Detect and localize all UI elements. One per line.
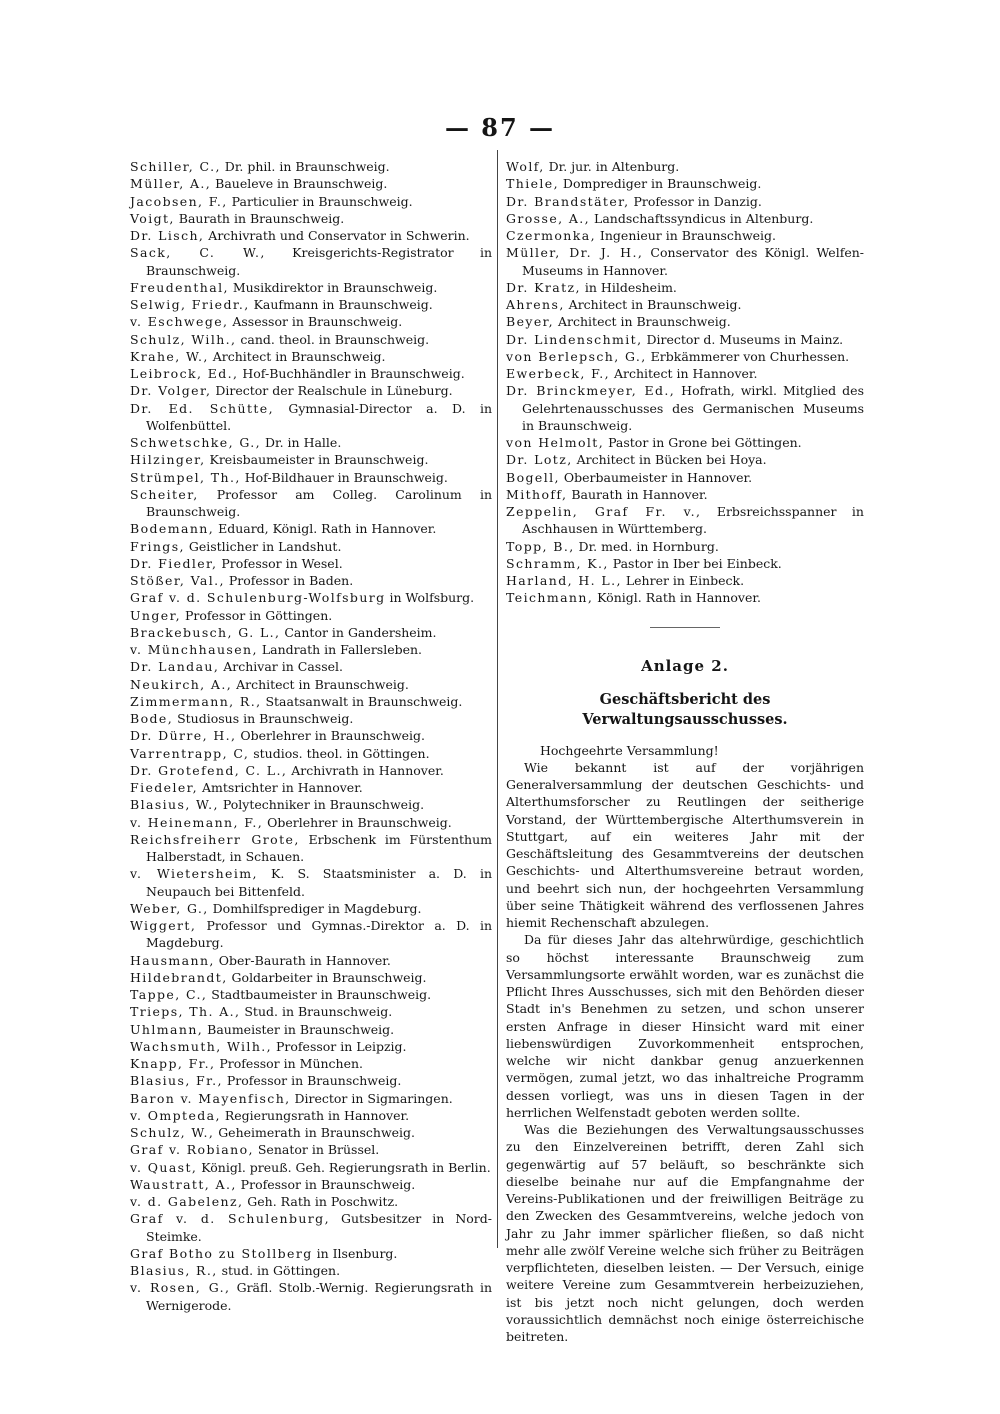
member-name: Czermonka,: [506, 228, 596, 243]
member-entry: [506, 348, 864, 365]
member-entry: [506, 313, 864, 330]
member-entry: [130, 986, 492, 1003]
member-name: Dr. Lotz,: [506, 452, 573, 468]
section-heading: Anlage 2.: [641, 656, 729, 675]
member-details: Domhilfsprediger in Magdeburg.: [208, 900, 422, 916]
member-details: Dr. jur. in Altenburg.: [544, 159, 680, 174]
member-entry: [506, 279, 864, 296]
member-details: Polytechniker in Braunschweig.: [218, 797, 425, 813]
member-name: Leibrock, Ed.,: [130, 366, 239, 381]
member-details: Archivrath in Hannover.: [287, 762, 444, 778]
member-entry: [506, 382, 864, 434]
member-list-right: [506, 158, 864, 607]
member-details: Professor und Gymnas.-Direktor a. D. in Magdeburg.: [146, 918, 492, 951]
section-divider: [650, 627, 720, 628]
member-name: Varrentrapp, C,: [130, 745, 250, 761]
member-entry: [130, 331, 492, 348]
member-entry: [506, 296, 864, 313]
member-entry: [130, 1176, 492, 1193]
member-name: Graf v. d. Schulenburg,: [130, 1211, 330, 1227]
member-entry: [130, 1038, 492, 1055]
member-name: Scheiter,: [130, 486, 199, 502]
member-details: Oberbaumeister in Hannover.: [559, 469, 753, 485]
member-entry: [506, 486, 864, 503]
member-entry: [130, 796, 492, 813]
member-details: Geh. Rath in Poschwitz.: [243, 1194, 399, 1209]
member-details: Erbschenk im Fürstenthum Halberstadt, in Schauen.: [146, 831, 492, 864]
member-entry: [130, 952, 492, 969]
member-name: Dr. Volger,: [130, 383, 212, 399]
member-details: Gutsbesitzer in Nord-Steimke.: [146, 1211, 492, 1244]
member-details: cand. theol. in Braunschweig.: [236, 331, 430, 347]
member-entry: [506, 227, 864, 244]
member-entry: [130, 520, 492, 537]
member-name: von Helmolt,: [506, 435, 605, 450]
member-name: v. d. Gabelenz,: [130, 1194, 244, 1209]
member-details: stud. in Göttingen.: [217, 1263, 341, 1278]
member-details: Professor in Leipzig.: [272, 1038, 407, 1054]
member-details: Studiosus in Braunschweig.: [173, 711, 354, 726]
member-name: Dr. Kratz,: [506, 279, 581, 295]
member-name: Baron v. Mayenfisch,: [130, 1090, 291, 1106]
member-entry: [506, 555, 864, 572]
member-details: Kreisbaumeister in Braunschweig.: [205, 452, 429, 468]
member-details: Stadtbaumeister in Braunschweig.: [207, 987, 432, 1002]
member-entry: [506, 469, 864, 486]
member-entry: [506, 331, 864, 348]
member-details: Director in Sigmaringen.: [290, 1090, 453, 1106]
member-details: Landschaftssyndicus in Altenburg.: [590, 210, 814, 226]
member-entry: [130, 779, 492, 796]
member-details: Oberlehrer in Braunschweig.: [263, 814, 452, 830]
page-number: — 87 —: [444, 113, 556, 142]
member-details: Ingenieur in Braunschweig.: [595, 228, 777, 243]
member-name: Sack, C. W.,: [130, 245, 266, 261]
member-entry: [506, 538, 864, 555]
member-details: Gymnasial-Director a. D. in Wolfenbüttel.: [146, 400, 492, 433]
member-name: Thiele,: [506, 176, 559, 192]
member-name: Mithoff,: [506, 486, 568, 502]
member-name: Dr. Brandstäter,: [506, 193, 630, 209]
member-details: Eduard, Königl. Rath in Hannover.: [214, 521, 437, 537]
member-details: Königl. preuß. Geh. Regierungsrath in Berlin.: [197, 1159, 491, 1175]
member-details: Oberlehrer in Braunschweig.: [236, 728, 426, 744]
member-entry: [130, 572, 492, 589]
member-entry: [130, 1210, 492, 1245]
member-details: Professor in Göttingen.: [180, 607, 333, 623]
member-name: Wachsmuth, Wilh.,: [130, 1038, 273, 1054]
member-details: Senator in Brüssel.: [253, 1142, 380, 1158]
member-entry: [130, 710, 492, 727]
member-details: Pastor in Grone bei Göttingen.: [604, 435, 802, 450]
member-entry: [130, 555, 492, 572]
member-entry: [506, 503, 864, 538]
member-name: Zeppelin, Graf Fr. v.,: [506, 504, 702, 519]
member-name: Graf v. Robiano,: [130, 1142, 254, 1158]
member-details: Gräfl. Stolb.-Wernig. Regierungsrath in Wernigerode.: [146, 1280, 492, 1313]
member-entry: [130, 1193, 492, 1210]
member-name: Bodemann,: [130, 521, 215, 537]
member-name: Hildebrandt,: [130, 969, 228, 985]
salutation: Hochgeehrte Versammlung!: [540, 742, 719, 758]
member-name: Graf Botho zu Stollberg: [130, 1245, 313, 1261]
member-details: Erbkämmerer von Churhessen.: [646, 348, 850, 364]
member-details: Architect in Braunschweig.: [554, 314, 731, 330]
member-name: Beyer,: [506, 314, 555, 330]
member-name: Unger,: [130, 607, 181, 623]
member-entry: [130, 641, 492, 658]
member-name: Blasius, W.,: [130, 797, 219, 813]
member-details: Professor in Braunschweig.: [236, 1176, 416, 1192]
member-name: Grosse, A.,: [506, 210, 591, 226]
member-entry: [130, 1141, 492, 1158]
member-name: Schwetschke, G.,: [130, 435, 262, 450]
member-name: Stößer, Val.,: [130, 573, 225, 588]
member-entry: [130, 1021, 492, 1038]
member-list-left-column: [130, 158, 492, 1314]
member-details: Archivar in Cassel.: [219, 659, 343, 675]
member-details: Goldarbeiter in Braunschweig.: [227, 969, 427, 985]
member-name: Ewerbeck, F.,: [506, 366, 610, 381]
member-name: Fiedeler,: [130, 780, 199, 795]
member-name: Brackebusch, G. L.,: [130, 624, 281, 640]
member-entry: [130, 762, 492, 779]
member-name: Dr. Brinckmeyer, Ed.,: [506, 383, 676, 399]
member-details: Königl. Rath in Hannover.: [593, 590, 761, 606]
member-details: Director der Realschule in Lüneburg.: [211, 383, 453, 399]
member-details: Domprediger in Braunschweig.: [558, 176, 762, 192]
member-details: Geistlicher in Landshut.: [184, 538, 342, 554]
member-name: Dr. Lindenschmit,: [506, 331, 643, 347]
member-details: Hof-Buchhändler in Braunschweig.: [238, 366, 465, 381]
member-entry: [506, 451, 864, 468]
member-entry: [130, 1090, 492, 1107]
member-name: Strümpel, Th.,: [130, 469, 241, 485]
member-name: Knapp, Fr.,: [130, 1056, 216, 1071]
member-name: Voigt,: [130, 210, 175, 226]
member-entry: [506, 193, 864, 210]
member-details: Professor in Wesel.: [217, 555, 343, 571]
member-entry: [130, 1055, 492, 1072]
member-details: Architect in Braunschweig.: [208, 348, 386, 364]
member-details: Kreisgerichts-Registrator in Braunschweig.: [146, 245, 493, 278]
member-details: Professor in Danzig.: [629, 193, 762, 209]
member-name: Waustratt, A.,: [130, 1176, 237, 1192]
member-name: Frings,: [130, 538, 185, 554]
member-details: Pastor in Iber bei Einbeck.: [608, 555, 782, 571]
member-entry: [130, 676, 492, 693]
member-details: Director d. Museums in Mainz.: [642, 331, 844, 347]
member-entry: [130, 969, 492, 986]
member-entry: [130, 693, 492, 710]
member-entry: [130, 400, 492, 435]
member-entry: [130, 244, 492, 279]
member-name: Teichmann,: [506, 590, 594, 606]
member-entry: [130, 1159, 492, 1176]
member-entry: [130, 210, 492, 227]
member-entry: [130, 1245, 492, 1262]
member-entry: [130, 365, 492, 382]
member-name: Dr. Dürre, H.,: [130, 728, 237, 744]
member-entry: [130, 900, 492, 917]
member-name: Schulz, Wilh.,: [130, 331, 237, 347]
member-details: in Hildesheim.: [580, 279, 677, 295]
member-details: Architect in Bücken bei Hoya.: [572, 452, 767, 468]
member-entry: [130, 1124, 492, 1141]
member-name: v. Ompteda,: [130, 1107, 221, 1123]
member-entry: [130, 917, 492, 952]
member-entry: [130, 279, 492, 296]
member-details: Professor am Colleg. Carolinum in Braunschweig.: [146, 486, 492, 519]
member-entry: [130, 1279, 492, 1314]
section-subheading: Geschäftsbericht des Verwaltungsausschusses.: [582, 690, 788, 728]
member-details: Particulier in Braunschweig.: [227, 193, 413, 209]
member-name: Uhlmann,: [130, 1021, 204, 1037]
member-name: Trieps, Th. A.,: [130, 1004, 241, 1020]
member-details: Professor in Braunschweig.: [222, 1073, 402, 1089]
member-entry: [506, 175, 864, 192]
member-name: Blasius, Fr.,: [130, 1073, 223, 1089]
member-name: Reichsfreiherr Grote,: [130, 831, 300, 847]
member-details: Landrath in Fallersleben.: [257, 642, 423, 657]
member-details: Erbsreichsspanner in Aschhausen in Württemberg.: [522, 504, 864, 537]
member-details: in Wolfsburg.: [385, 590, 475, 606]
member-name: Tappe, C.,: [130, 987, 208, 1002]
member-name: Müller, Dr. J. H.,: [506, 245, 644, 261]
member-entry: [130, 831, 492, 866]
member-details: Hofrath, wirkl. Mitglied des Gelehrtenausschusses des Germanischen Museums in Braunschweig.: [522, 383, 864, 433]
member-entry: [130, 1107, 492, 1124]
member-name: v. Münchhausen,: [130, 642, 258, 657]
member-name: Zimmermann, R.,: [130, 693, 262, 709]
member-entry: [130, 227, 492, 244]
member-name: v. Quast,: [130, 1159, 198, 1175]
member-name: Wiggert,: [130, 918, 197, 933]
member-details: Archivrath und Conservator in Schwerin.: [204, 228, 470, 243]
member-details: Cantor in Gandersheim.: [280, 624, 437, 640]
member-name: v. Eschwege,: [130, 314, 229, 330]
member-details: Stud. in Braunschweig.: [240, 1004, 393, 1020]
member-entry: [506, 158, 864, 175]
member-details: Architect in Braunschweig.: [232, 676, 409, 692]
member-name: Bode,: [130, 711, 174, 726]
member-details: studios. theol. in Göttingen.: [249, 745, 430, 761]
member-details: Assessor in Braunschweig.: [228, 314, 403, 330]
member-details: K. S. Staatsminister a. D. in Neupauch bei Bittenfeld.: [146, 866, 492, 899]
member-name: Schiller, C.,: [130, 159, 221, 174]
member-name: Harland, H. L.,: [506, 573, 622, 588]
member-name: Schramm, K.,: [506, 555, 609, 571]
member-entry: [506, 434, 864, 451]
member-details: Amtsrichter in Hannover.: [198, 780, 363, 795]
member-details: Architect in Hannover.: [610, 366, 758, 381]
report-paragraph: Da für dieses Jahr das altehrwürdige, geschichtlich so höchst interessante Braunschweig zum Versammlungsorte erwählt worden, war es zunächst die Pflicht Ihres Ausschusses, sich mit den Behörden dieser Stadt in's Benehmen zu setzen, und schon unserer ersten Anfrage in dieser Hinsicht ward mit einer liebenswürdigen Zuvorkommenheit entsprochen, welche wir nicht dankbar genug anzuerkennen vermögen, zumal jetzt, wo das inhaltreiche Programm dessen vorliegt, was uns in diesen Tagen in der herrlichen Welfenstadt geboten werden sollte.: [506, 932, 864, 1120]
member-entry: [130, 175, 492, 192]
member-details: Professor in Baden.: [224, 573, 354, 588]
member-entry: [130, 589, 492, 606]
member-details: Hof-Bildhauer in Braunschweig.: [240, 469, 448, 485]
member-entry: [130, 1003, 492, 1020]
member-name: Krahe, W.,: [130, 348, 209, 364]
member-details: Ober-Baurath in Hannover.: [214, 952, 391, 968]
member-details: Regierungsrath in Hannover.: [220, 1107, 410, 1123]
member-name: Freudenthal,: [130, 279, 229, 295]
member-name: Wolf,: [506, 159, 545, 174]
member-name: Ahrens,: [506, 297, 565, 312]
member-details: Baumeister in Braunschweig.: [203, 1021, 395, 1037]
member-name: von Berlepsch, G.,: [506, 348, 647, 364]
member-entry: [130, 1072, 492, 1089]
member-entry: [130, 451, 492, 468]
member-name: Topp, B.,: [506, 538, 575, 554]
member-entry: [130, 1262, 492, 1279]
member-name: Dr. Landau,: [130, 659, 220, 675]
member-name: Blasius, R.,: [130, 1263, 218, 1278]
member-name: Selwig, Friedr.,: [130, 297, 250, 312]
member-list-right-column: [506, 158, 864, 1345]
member-details: Dr. med. in Hornburg.: [574, 538, 719, 554]
member-entry: [130, 158, 492, 175]
member-entry: [506, 572, 864, 589]
member-entry: [130, 727, 492, 744]
member-entry: [130, 296, 492, 313]
member-entry: [130, 469, 492, 486]
member-entry: [130, 814, 492, 831]
member-details: Staatsanwalt in Braunschweig.: [261, 693, 463, 709]
member-name: Dr. Fiedler,: [130, 555, 218, 571]
member-name: Jacobsen, F.,: [130, 193, 228, 209]
member-name: v. Rosen, G.,: [130, 1280, 231, 1296]
member-details: Lehrer in Einbeck.: [621, 573, 745, 588]
member-details: Baurath in Braunschweig.: [174, 210, 345, 226]
member-name: Hausmann,: [130, 952, 215, 968]
member-entry: [130, 348, 492, 365]
member-entry: [130, 193, 492, 210]
member-name: v. Heinemann, F.,: [130, 814, 264, 830]
member-name: v. Wietersheim,: [130, 866, 258, 882]
member-name: Dr. Lisch,: [130, 228, 205, 243]
member-name: Graf v. d. Schulenburg-Wolfsburg: [130, 590, 386, 606]
member-details: Geheimerath in Braunschweig.: [214, 1125, 416, 1140]
member-details: Musikdirektor in Braunschweig.: [228, 279, 438, 295]
member-entry: [506, 210, 864, 227]
member-entry: [130, 313, 492, 330]
member-entry: [130, 486, 492, 521]
member-details: in Ilsenburg.: [312, 1245, 398, 1261]
member-name: Bogell,: [506, 469, 560, 485]
member-name: Müller, A.,: [130, 176, 212, 192]
member-entry: [130, 434, 492, 451]
member-entry: [130, 865, 492, 900]
member-entry: [130, 607, 492, 624]
member-entry: [130, 745, 492, 762]
member-name: Hilzinger,: [130, 452, 206, 468]
member-entry: [130, 624, 492, 641]
member-details: Baurath in Hannover.: [567, 486, 708, 502]
column-divider: [497, 150, 498, 1248]
member-entry: [506, 365, 864, 382]
member-details: Professor in München.: [215, 1056, 364, 1071]
member-name: Weber, G.,: [130, 900, 209, 916]
member-entry: [130, 658, 492, 675]
member-entry: [130, 382, 492, 399]
member-name: Dr. Ed. Schütte,: [130, 400, 274, 416]
member-entry: [130, 538, 492, 555]
member-details: Baueleve in Braunschweig.: [211, 176, 388, 192]
report-paragraph: Was die Beziehungen des Verwaltungsausschusses zu den Einzelvereinen betrifft, deren Zahl sich gegenwärtig auf 57 beläuft, so beschränkte sich dieselbe beinahe nur auf die Empfangnahme der Vereins-Publikationen und der freiwilligen Beiträge zu den Zwecken des Gesammtvereins, welche jedoch von Jahr zu Jahr immer spärlicher fließen, so daß nicht mehr alle zwölf Vereine welche sich früher zu Beiträgen verpflichteten, dieselben leisten. — Der Versuch, einige weitere Vereine zum Gesammtverein herbeizuziehen, ist bis jetzt noch nicht gelungen, doch werden voraussichtlich demnächst noch einige österreichische beitreten.: [506, 1122, 864, 1344]
member-details: Kaufmann in Braunschweig.: [249, 297, 433, 312]
member-details: Conservator des Königl. Welfen-Museums in Hannover.: [522, 245, 864, 278]
report-paragraph: Wie bekannt ist auf der vorjährigen Generalversammlung der deutschen Geschichts- und Alterthumsforscher zu Reutlingen der seitherige Vorstand, der Württembergische Alterthumsverein in Stuttgart, auf ein weiteres Jahr mit der Geschäftsleitung des Gesammtvereins der deutschen Geschichts- und Alterthumsvereine betraut worden, und beehrt sich nun, der hochgeehrten Versammlung über seine Thätigkeit während des verflossenen Jahres hiemit Rechenschaft abzulegen.: [506, 759, 864, 930]
member-details: Dr. in Halle.: [261, 435, 342, 450]
member-entry: [506, 244, 864, 279]
member-name: Neukirch, A.,: [130, 676, 233, 692]
member-details: Architect in Braunschweig.: [564, 297, 742, 312]
member-name: Schulz, W.,: [130, 1125, 215, 1140]
member-entry: [506, 589, 864, 606]
member-name: Dr. Grotefend, C. L.,: [130, 762, 288, 778]
member-details: Dr. phil. in Braunschweig.: [220, 159, 390, 174]
